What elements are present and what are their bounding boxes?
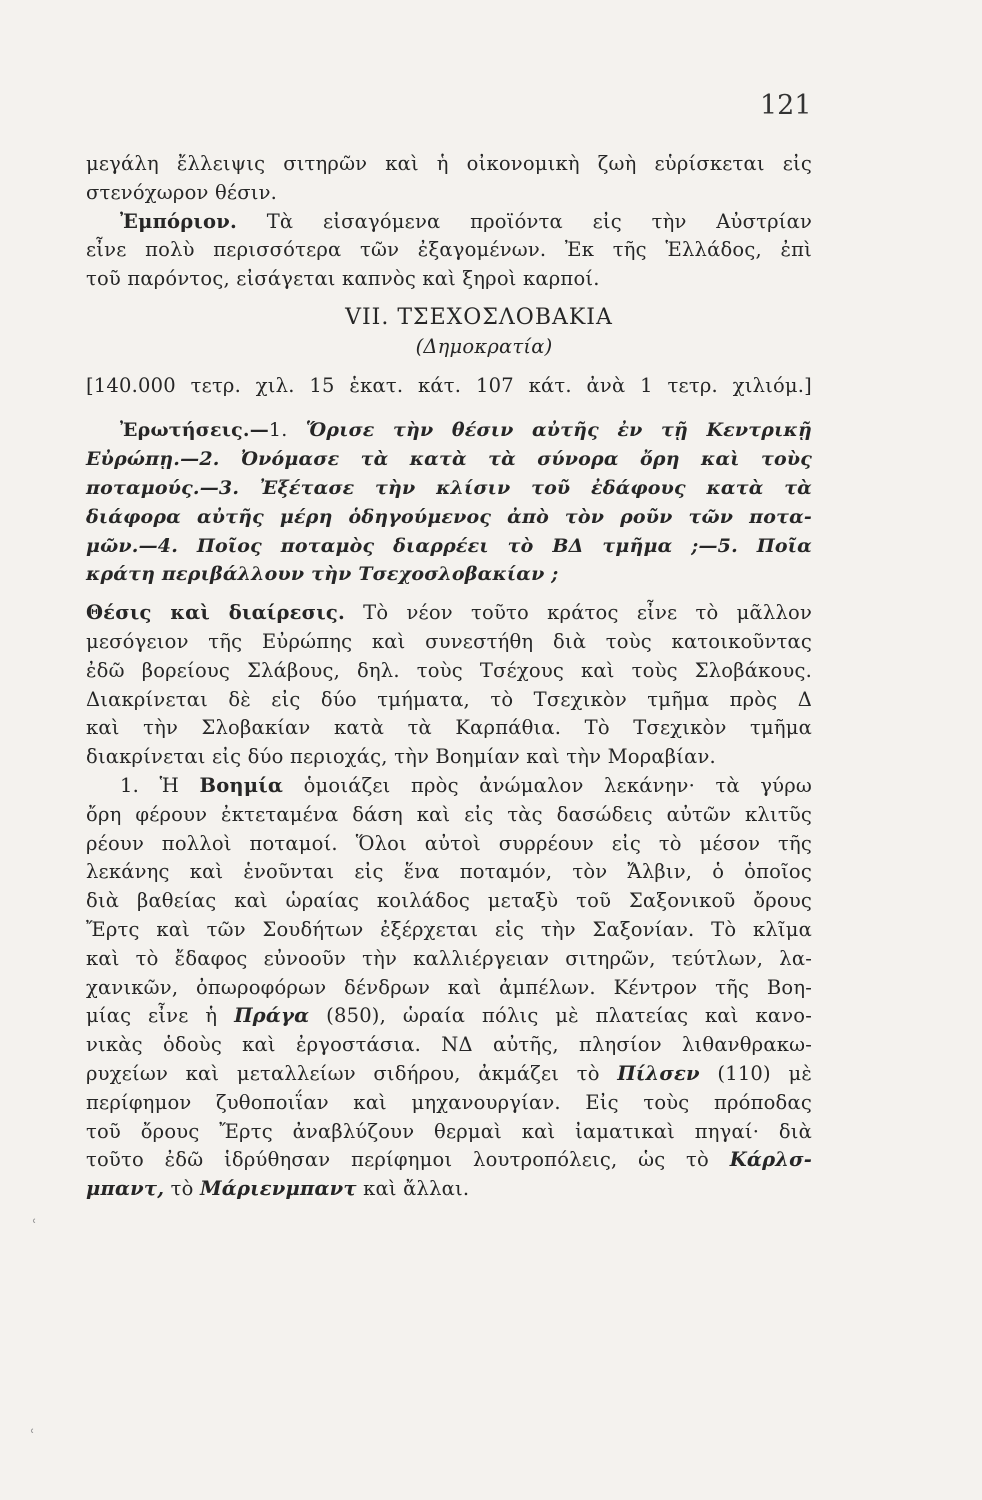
intro-line-2: στενόχωρον θέσιν. [86,180,278,204]
bohemia-line-5: διὰ βαθείας καὶ ὡραίας κοιλάδος μεταξὺ τοῦ Σαξονικοῦ ὄρους [86,889,812,913]
position-line-6: διακρίνεται εἰς δύο περιοχάς, τὴν Βοημίαν καὶ τὴν Μοραβίαν. [86,745,716,769]
bohemia-line-14: τοῦτο ἐδῶ ἱδρύθησαν περίφημοι λουτροπόλεις, ὡς τὸ Κάρλσ- [86,1148,812,1172]
position-line-5: καὶ τὴν Σλοβακίαν κατὰ τὰ Καρπάθια. Τὸ Τσεχικὸν τμῆμα [86,716,812,740]
position-line-3: ἐδῶ βορείους Σλάβους, δηλ. τοὺς Τσέχους καὶ τοὺς Σλοβάκους. [86,658,812,682]
bohemia-line-3: ρέουν πολλοὶ ποταμοί. Ὅλοι αὐτοὶ συρρέουν εἰς τὸ μέσον τῆς [86,831,812,855]
bohemia-label: Βοημία [199,773,284,797]
questions-line-2: Εὐρώπῃ.—2. Ὀνόμασε τὰ κατὰ τὰ σύνορα ὄρη καὶ τοὺς [86,448,812,471]
page-text [86,150,812,1204]
bohemia-line-7: καὶ τὸ ἔδαφος εὐνοοῦν τὴν καλλιέργειαν σιτηρῶν, τεύτλων, λα- [86,946,812,970]
section-subtitle: (Δημοκρατία) [415,334,553,358]
position-line-2: μεσόγειον τῆς Εὐρώπης καὶ συνεστήθη διὰ τοὺς κατοικοῦντας [86,629,812,653]
commerce-paragraph-line-3: τοῦ παρόντος, εἰσάγεται καπνὸς καὶ ξηροὶ καρποί. [86,267,600,291]
commerce-text: Τὰ εἰσαγόμενα προϊόντα εἰς τὴν Αὐστρίαν [266,209,813,233]
section-title: VII. ΤΣΕΧΟΣΛΟΒΑΚΙΑ [345,304,613,330]
marienbad-name: Μάριενμπαντ [199,1177,357,1201]
position-line-4: Διακρίνεται δὲ εἰς δύο τμήματα, τὸ Τσεχικὸν τμῆμα πρὸς Δ [86,687,812,711]
bohemia-line-12: περίφημον ζυθοποιΐαν καὶ μηχανουργίαν. Εἰς τοὺς πρόποδας [86,1090,812,1114]
margin-mark: ʿ [32,1216,37,1235]
bohemia-line-1: 1. Ἡ Βοημία ὁμοιάζει πρὸς ἀνώμαλον λεκάνην· τὰ γύρω [120,773,812,797]
section-stats: [140.000 τετρ. χιλ. 15 ἑκατ. κάτ. 107 κάτ. ἀνὰ 1 τετρ. χιλιόμ.] [86,373,812,397]
page-number: 121 [760,90,812,121]
bohemia-line-2: ὄρη φέρουν ἐκτεταμένα δάση καὶ εἰς τὰς δασώδεις αὐτῶν κλιτῦς [86,802,812,826]
pilsen-name: Πίλσεν [617,1061,700,1085]
position-line-1: Θέσις καὶ διαίρεσις. Τὸ νέον τοῦτο κράτος εἶνε τὸ μᾶλλον [86,601,813,625]
questions-line-6: κράτη περιβάλλουν τὴν Τσεχοσλοβακίαν ; [86,563,559,586]
bohemia-line-13: τοῦ ὄρους Ἔρτς ἀναβλύζουν θερμαὶ καὶ ἰαματικαὶ πηγαί· διὰ [86,1119,812,1143]
commerce-paragraph-line-1 [86,208,812,237]
prague-name: Πράγα [234,1004,310,1028]
commerce-label: Ἐμπόριον. [120,209,237,233]
questions-label: Ἐρωτήσεις.— [120,419,269,442]
bohemia-line-9: μίας εἶνε ἡ Πράγα (850), ὡραία πόλις μὲ πλατείας καὶ κανο- [86,1004,812,1028]
margin-mark: ʿ [30,1426,35,1445]
bohemia-line-15: μπαντ, τὸ Μάριενμπαντ καὶ ἄλλαι. [86,1177,470,1201]
bohemia-line-4: λεκάνης καὶ ἑνοῦνται εἰς ἕνα ποταμόν, τὸν Ἄλβιν, ὁ ὁποῖος [86,860,812,884]
questions-line-5: μῶν.—4. Ποῖος ποταμὸς διαρρέει τὸ ΒΔ τμῆμα ;—5. Ποῖα [86,534,812,557]
position-label: Θέσις καὶ διαίρεσις. [86,601,345,625]
commerce-paragraph-line-2: εἶνε πολὺ περισσότερα τῶν ἐξαγομένων. Ἐκ τῆς Ἑλλάδος, ἐπὶ [86,238,812,262]
bohemia-line-6: Ἔρτς καὶ τῶν Σουδήτων ἐξέρχεται εἰς τὴν Σαξονίαν. Τὸ κλῖμα [86,917,812,941]
bohemia-line-11: ρυχείων καὶ μεταλλείων σιδήρου, ἀκμάζει τὸ Πίλσεν (110) μὲ [86,1061,812,1085]
questions-line-4: διάφορα αὐτῆς μέρη ὁδηγούμενος ἀπὸ τὸν ροῦν τῶν ποτα- [86,505,812,528]
karlsbad-name-part-1: Κάρλσ- [729,1148,812,1172]
karlsbad-name-part-2: μπαντ, [86,1177,165,1201]
questions-line-1: Ἐρωτήσεις.—1. Ὅρισε τὴν θέσιν αὐτῆς ἐν τῇ Κεντρικῇ [120,419,812,442]
bohemia-line-10: νικὰς ὁδοὺς καὶ ἐργοστάσια. ΝΔ αὐτῆς, πλησίον λιθανθρακω- [86,1033,812,1057]
intro-line-1: μεγάλη ἔλλειψις σιτηρῶν καὶ ἡ οἰκονομικὴ ζωὴ εὑρίσκεται εἰς [86,152,812,175]
bohemia-line-8: χανικῶν, ὀπωροφόρων δένδρων καὶ ἀμπέλων. Κέντρον τῆς Βοη- [86,975,812,999]
questions-line-3: ποταμούς.—3. Ἐξέτασε τὴν κλίσιν τοῦ ἐδάφους κατὰ τὰ [86,476,812,499]
